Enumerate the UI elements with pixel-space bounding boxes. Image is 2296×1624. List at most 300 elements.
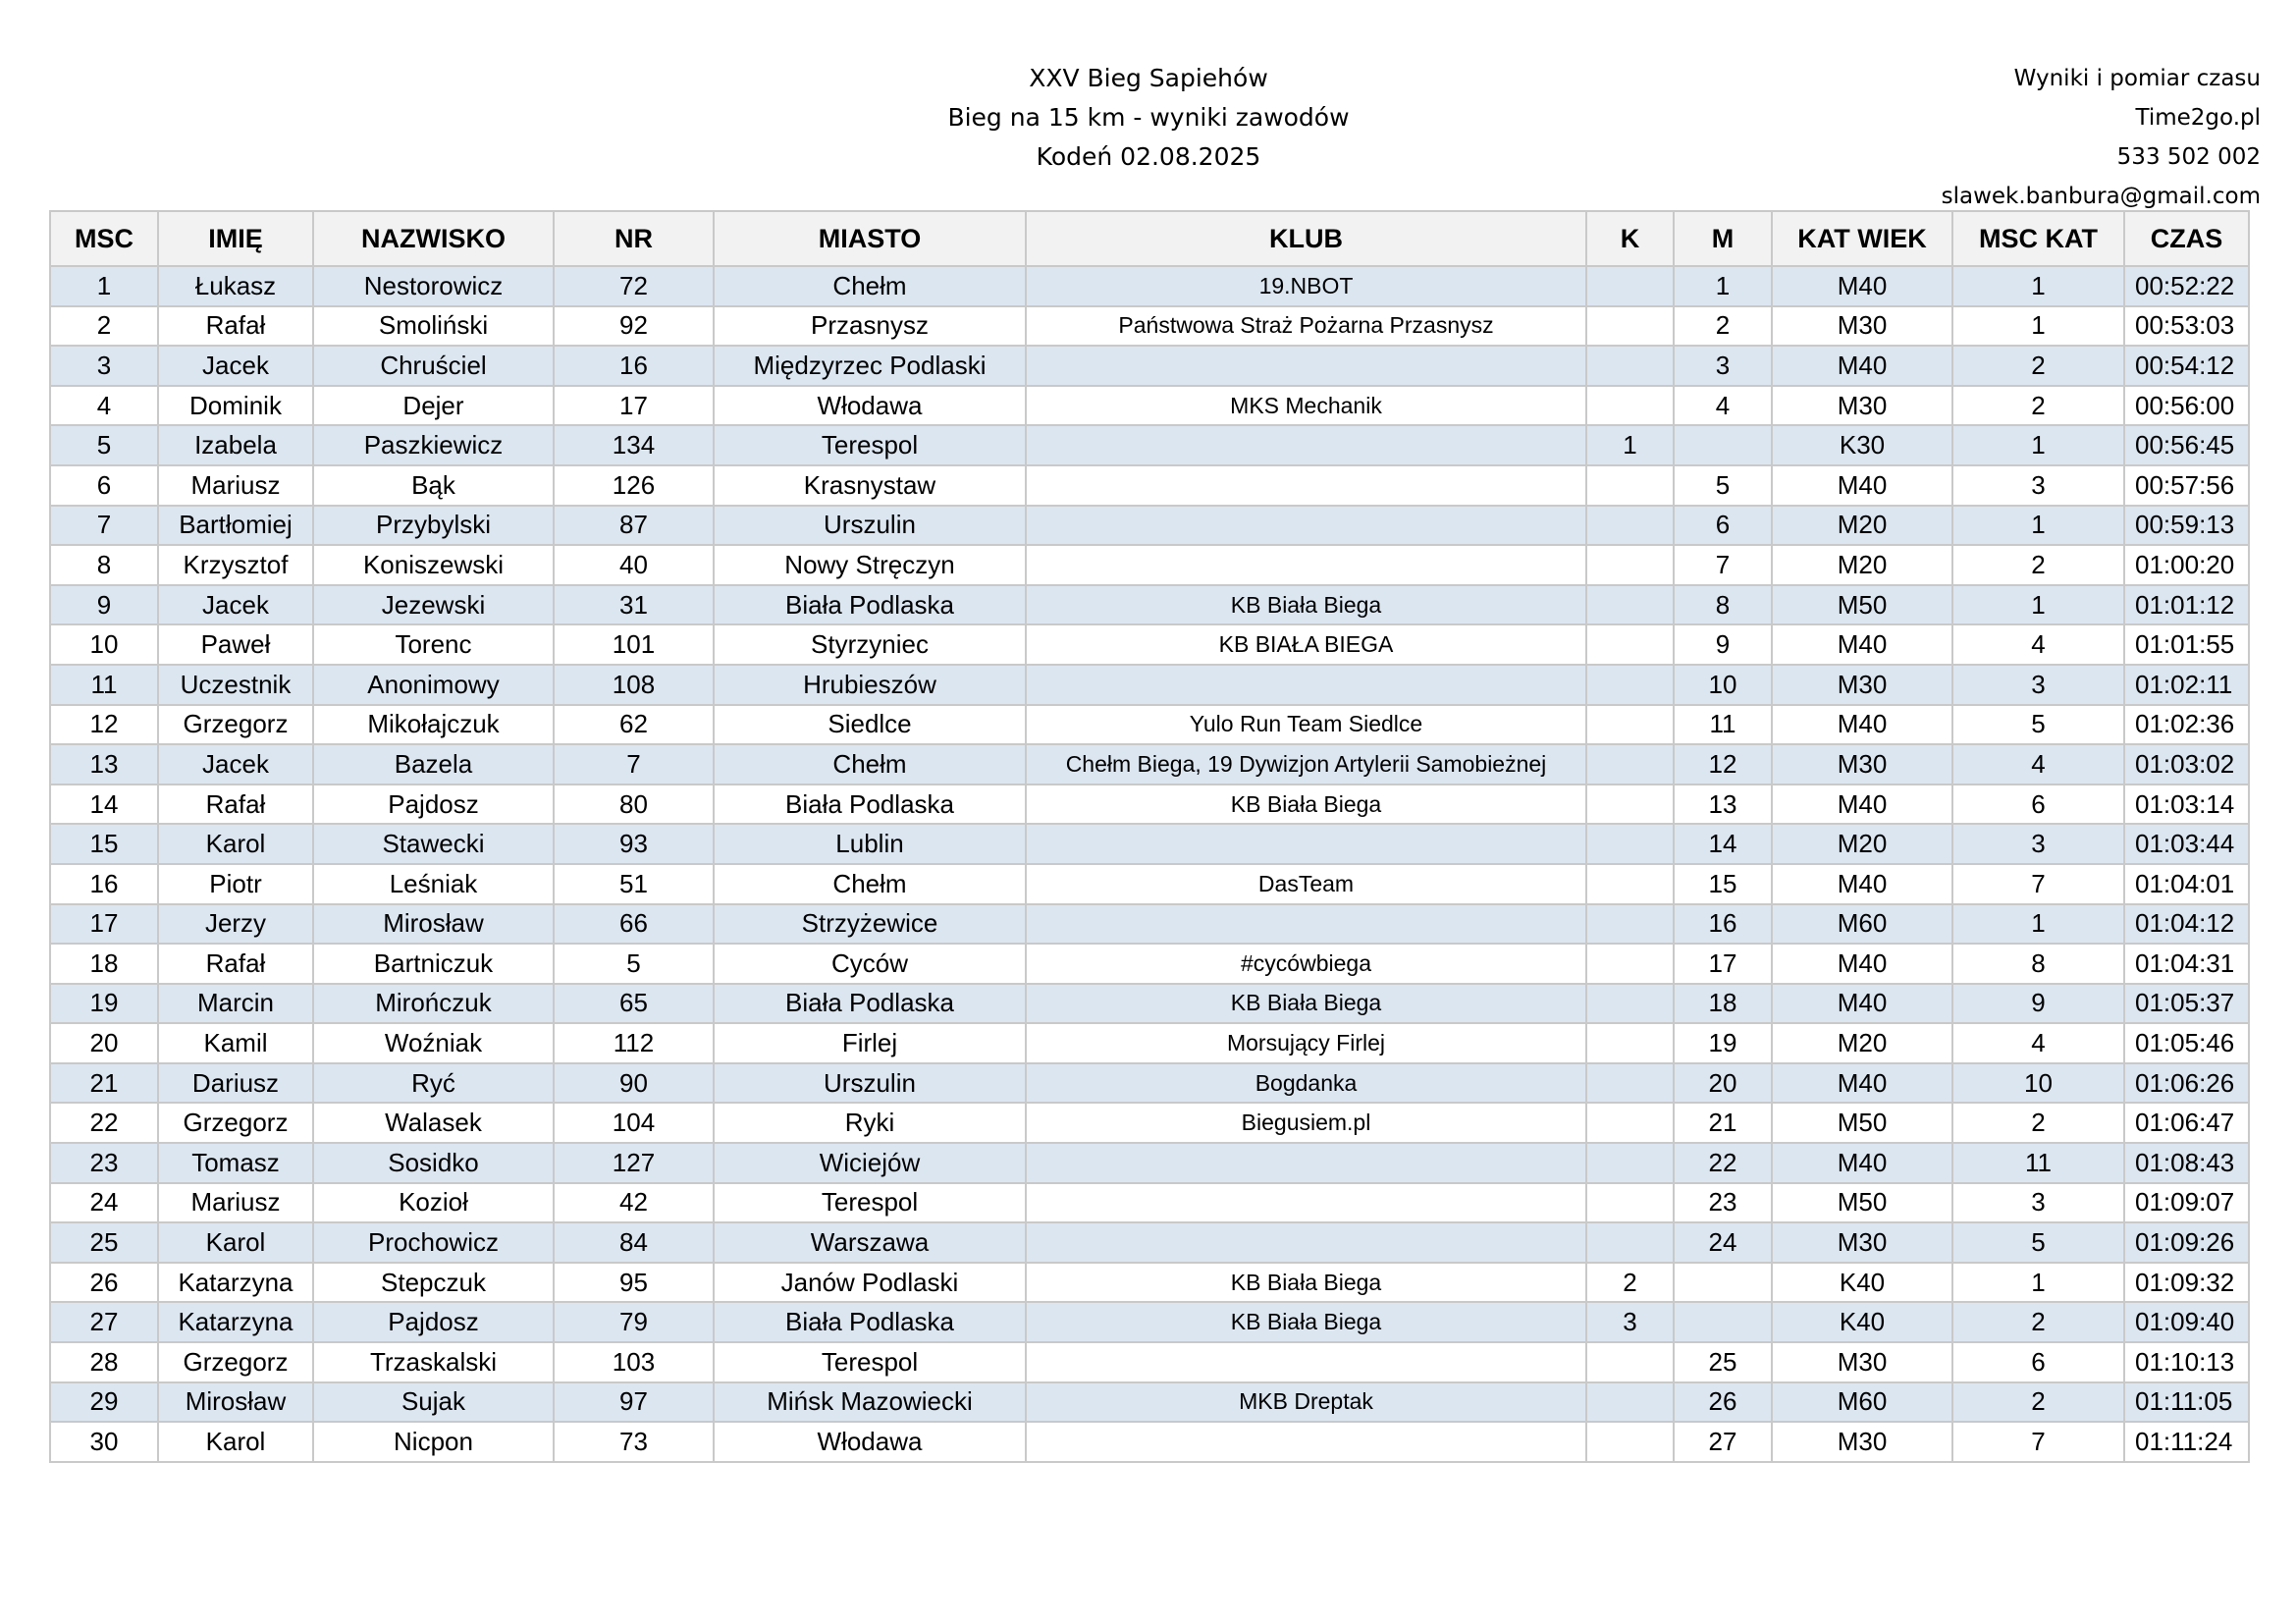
cell-men-place: 10 xyxy=(1674,665,1772,705)
cell-bib-number: 62 xyxy=(554,705,714,745)
cell-men-place: 15 xyxy=(1674,864,1772,904)
cell-men-place: 24 xyxy=(1674,1222,1772,1263)
column-header-kat-wiek: KAT WIEK xyxy=(1772,211,1952,266)
column-header-miasto: MIASTO xyxy=(714,211,1026,266)
cell-age-category: M40 xyxy=(1772,705,1952,745)
cell-age-category: M50 xyxy=(1772,1183,1952,1223)
cell-last-name: Smoliński xyxy=(313,306,554,347)
cell-city: Krasnystaw xyxy=(714,465,1026,506)
cell-bib-number: 104 xyxy=(554,1103,714,1143)
cell-women-place xyxy=(1586,944,1674,984)
cell-last-name: Mirosław xyxy=(313,904,554,945)
cell-city: Styrzyniec xyxy=(714,624,1026,665)
cell-category-place: 11 xyxy=(1952,1143,2124,1183)
cell-bib-number: 40 xyxy=(554,545,714,585)
cell-age-category: M50 xyxy=(1772,585,1952,625)
cell-men-place: 17 xyxy=(1674,944,1772,984)
table-row xyxy=(50,864,2249,904)
cell-men-place: 6 xyxy=(1674,506,1772,546)
cell-last-name: Torenc xyxy=(313,624,554,665)
cell-club: #cycówbiega xyxy=(1026,944,1586,984)
cell-place: 15 xyxy=(50,824,158,864)
cell-first-name: Karol xyxy=(158,1422,313,1462)
cell-age-category: M30 xyxy=(1772,306,1952,347)
cell-women-place xyxy=(1586,1183,1674,1223)
cell-women-place: 2 xyxy=(1586,1263,1674,1303)
cell-category-place: 5 xyxy=(1952,1222,2124,1263)
cell-men-place: 11 xyxy=(1674,705,1772,745)
cell-category-place: 2 xyxy=(1952,346,2124,386)
cell-men-place: 13 xyxy=(1674,785,1772,825)
cell-time: 01:04:01 xyxy=(2124,864,2249,904)
cell-club: KB Biała Biega xyxy=(1026,1302,1586,1342)
cell-city: Włodawa xyxy=(714,1422,1026,1462)
cell-men-place: 18 xyxy=(1674,984,1772,1024)
cell-club: MKB Dreptak xyxy=(1026,1382,1586,1423)
cell-age-category: M50 xyxy=(1772,1103,1952,1143)
cell-bib-number: 5 xyxy=(554,944,714,984)
cell-first-name: Jerzy xyxy=(158,904,313,945)
cell-last-name: Stawecki xyxy=(313,824,554,864)
table-row xyxy=(50,1063,2249,1104)
cell-women-place xyxy=(1586,1422,1674,1462)
cell-first-name: Mirosław xyxy=(158,1382,313,1423)
table-row xyxy=(50,506,2249,546)
cell-first-name: Rafał xyxy=(158,306,313,347)
cell-bib-number: 93 xyxy=(554,824,714,864)
cell-category-place: 1 xyxy=(1952,306,2124,347)
cell-bib-number: 66 xyxy=(554,904,714,945)
cell-club: KB Biała Biega xyxy=(1026,785,1586,825)
table-row xyxy=(50,386,2249,426)
cell-women-place xyxy=(1586,585,1674,625)
cell-last-name: Bąk xyxy=(313,465,554,506)
table-row xyxy=(50,425,2249,465)
cell-first-name: Jacek xyxy=(158,744,313,785)
cell-first-name: Rafał xyxy=(158,785,313,825)
cell-category-place: 4 xyxy=(1952,744,2124,785)
cell-bib-number: 42 xyxy=(554,1183,714,1223)
cell-men-place xyxy=(1674,1302,1772,1342)
cell-club xyxy=(1026,904,1586,945)
table-row xyxy=(50,1342,2249,1382)
cell-first-name: Grzegorz xyxy=(158,1103,313,1143)
cell-men-place: 23 xyxy=(1674,1183,1772,1223)
timing-contact-block xyxy=(1942,59,2261,216)
cell-club xyxy=(1026,346,1586,386)
table-row xyxy=(50,984,2249,1024)
cell-last-name: Sujak xyxy=(313,1382,554,1423)
cell-place: 23 xyxy=(50,1143,158,1183)
cell-first-name: Mariusz xyxy=(158,465,313,506)
cell-men-place: 12 xyxy=(1674,744,1772,785)
cell-last-name: Prochowicz xyxy=(313,1222,554,1263)
cell-women-place xyxy=(1586,1382,1674,1423)
cell-time: 00:56:00 xyxy=(2124,386,2249,426)
cell-last-name: Sosidko xyxy=(313,1143,554,1183)
cell-last-name: Anonimowy xyxy=(313,665,554,705)
cell-last-name: Stepczuk xyxy=(313,1263,554,1303)
cell-city: Mińsk Mazowiecki xyxy=(714,1382,1026,1423)
contact-phone: 533 502 002 xyxy=(2116,144,2261,170)
cell-age-category: M20 xyxy=(1772,545,1952,585)
cell-age-category: M30 xyxy=(1772,386,1952,426)
cell-men-place: 19 xyxy=(1674,1023,1772,1063)
cell-time: 01:01:12 xyxy=(2124,585,2249,625)
cell-first-name: Mariusz xyxy=(158,1183,313,1223)
cell-category-place: 6 xyxy=(1952,785,2124,825)
race-location-date: Kodeń 02.08.2025 xyxy=(1036,142,1261,171)
cell-time: 01:02:11 xyxy=(2124,665,2249,705)
cell-club xyxy=(1026,1222,1586,1263)
cell-time: 00:59:13 xyxy=(2124,506,2249,546)
cell-bib-number: 65 xyxy=(554,984,714,1024)
cell-city: Warszawa xyxy=(714,1222,1026,1263)
table-row xyxy=(50,1302,2249,1342)
cell-first-name: Izabela xyxy=(158,425,313,465)
cell-place: 14 xyxy=(50,785,158,825)
cell-city: Nowy Stręczyn xyxy=(714,545,1026,585)
cell-time: 01:09:07 xyxy=(2124,1183,2249,1223)
cell-place: 7 xyxy=(50,506,158,546)
table-row xyxy=(50,346,2249,386)
cell-bib-number: 127 xyxy=(554,1143,714,1183)
cell-last-name: Kozioł xyxy=(313,1183,554,1223)
cell-category-place: 4 xyxy=(1952,624,2124,665)
table-row xyxy=(50,585,2249,625)
cell-age-category: K40 xyxy=(1772,1263,1952,1303)
cell-place: 28 xyxy=(50,1342,158,1382)
cell-club: KB BIAŁA BIEGA xyxy=(1026,624,1586,665)
cell-women-place xyxy=(1586,465,1674,506)
cell-category-place: 3 xyxy=(1952,1183,2124,1223)
cell-club: Bogdanka xyxy=(1026,1063,1586,1104)
column-header-nazwisko: NAZWISKO xyxy=(313,211,554,266)
cell-first-name: Krzysztof xyxy=(158,545,313,585)
cell-time: 00:56:45 xyxy=(2124,425,2249,465)
column-header-imie: IMIĘ xyxy=(158,211,313,266)
cell-category-place: 7 xyxy=(1952,864,2124,904)
table-row xyxy=(50,1183,2249,1223)
cell-place: 5 xyxy=(50,425,158,465)
cell-age-category: M30 xyxy=(1772,1222,1952,1263)
cell-place: 4 xyxy=(50,386,158,426)
column-header-msc: MSC xyxy=(50,211,158,266)
cell-place: 2 xyxy=(50,306,158,347)
cell-place: 17 xyxy=(50,904,158,945)
cell-men-place xyxy=(1674,425,1772,465)
cell-women-place xyxy=(1586,624,1674,665)
cell-last-name: Koniszewski xyxy=(313,545,554,585)
cell-time: 01:03:14 xyxy=(2124,785,2249,825)
cell-last-name: Walasek xyxy=(313,1103,554,1143)
cell-category-place: 1 xyxy=(1952,425,2124,465)
cell-first-name: Piotr xyxy=(158,864,313,904)
cell-age-category: K30 xyxy=(1772,425,1952,465)
cell-last-name: Nestorowicz xyxy=(313,266,554,306)
cell-club xyxy=(1026,506,1586,546)
cell-age-category: M40 xyxy=(1772,1063,1952,1104)
cell-women-place xyxy=(1586,904,1674,945)
cell-city: Biała Podlaska xyxy=(714,1302,1026,1342)
cell-men-place: 22 xyxy=(1674,1143,1772,1183)
cell-age-category: M40 xyxy=(1772,785,1952,825)
cell-city: Hrubieszów xyxy=(714,665,1026,705)
cell-city: Chełm xyxy=(714,266,1026,306)
table-row xyxy=(50,1422,2249,1462)
cell-place: 16 xyxy=(50,864,158,904)
cell-club: Chełm Biega, 19 Dywizjon Artylerii Samobieżnej xyxy=(1026,744,1586,785)
cell-club: MKS Mechanik xyxy=(1026,386,1586,426)
cell-time: 01:04:12 xyxy=(2124,904,2249,945)
column-header-nr: NR xyxy=(554,211,714,266)
cell-club xyxy=(1026,824,1586,864)
table-row xyxy=(50,1143,2249,1183)
cell-place: 8 xyxy=(50,545,158,585)
table-row xyxy=(50,1023,2249,1063)
cell-women-place xyxy=(1586,705,1674,745)
cell-bib-number: 95 xyxy=(554,1263,714,1303)
cell-time: 01:11:05 xyxy=(2124,1382,2249,1423)
table-row xyxy=(50,306,2249,347)
cell-time: 01:03:44 xyxy=(2124,824,2249,864)
cell-time: 00:54:12 xyxy=(2124,346,2249,386)
cell-place: 29 xyxy=(50,1382,158,1423)
cell-club xyxy=(1026,545,1586,585)
cell-city: Siedlce xyxy=(714,705,1026,745)
cell-last-name: Chruściel xyxy=(313,346,554,386)
cell-last-name: Paszkiewicz xyxy=(313,425,554,465)
cell-time: 01:05:46 xyxy=(2124,1023,2249,1063)
table-row xyxy=(50,545,2249,585)
cell-time: 01:06:26 xyxy=(2124,1063,2249,1104)
cell-place: 20 xyxy=(50,1023,158,1063)
cell-category-place: 3 xyxy=(1952,465,2124,506)
cell-first-name: Grzegorz xyxy=(158,705,313,745)
table-row xyxy=(50,266,2249,306)
cell-last-name: Pajdosz xyxy=(313,1302,554,1342)
cell-bib-number: 134 xyxy=(554,425,714,465)
column-header-klub: KLUB xyxy=(1026,211,1586,266)
cell-bib-number: 80 xyxy=(554,785,714,825)
cell-club: DasTeam xyxy=(1026,864,1586,904)
table-row xyxy=(50,1103,2249,1143)
cell-category-place: 7 xyxy=(1952,1422,2124,1462)
cell-women-place xyxy=(1586,306,1674,347)
cell-women-place xyxy=(1586,1143,1674,1183)
contact-website: Time2go.pl xyxy=(2135,105,2261,131)
cell-bib-number: 103 xyxy=(554,1342,714,1382)
cell-men-place: 1 xyxy=(1674,266,1772,306)
cell-bib-number: 97 xyxy=(554,1382,714,1423)
race-subtitle: Bieg na 15 km - wyniki zawodów xyxy=(947,103,1350,132)
cell-city: Janów Podlaski xyxy=(714,1263,1026,1303)
cell-women-place xyxy=(1586,665,1674,705)
cell-time: 01:08:43 xyxy=(2124,1143,2249,1183)
cell-men-place: 27 xyxy=(1674,1422,1772,1462)
cell-first-name: Dominik xyxy=(158,386,313,426)
cell-first-name: Katarzyna xyxy=(158,1302,313,1342)
cell-men-place: 25 xyxy=(1674,1342,1772,1382)
cell-bib-number: 31 xyxy=(554,585,714,625)
cell-bib-number: 73 xyxy=(554,1422,714,1462)
cell-city: Firlej xyxy=(714,1023,1026,1063)
event-title: XXV Bieg Sapiehów xyxy=(1029,64,1268,92)
cell-last-name: Mirończuk xyxy=(313,984,554,1024)
cell-city: Urszulin xyxy=(714,1063,1026,1104)
cell-women-place xyxy=(1586,266,1674,306)
cell-time: 01:04:31 xyxy=(2124,944,2249,984)
cell-category-place: 2 xyxy=(1952,1382,2124,1423)
cell-city: Terespol xyxy=(714,1183,1026,1223)
table-row xyxy=(50,1263,2249,1303)
cell-place: 19 xyxy=(50,984,158,1024)
cell-first-name: Jacek xyxy=(158,346,313,386)
cell-time: 01:05:37 xyxy=(2124,984,2249,1024)
cell-first-name: Katarzyna xyxy=(158,1263,313,1303)
cell-club xyxy=(1026,465,1586,506)
cell-women-place xyxy=(1586,1063,1674,1104)
cell-place: 12 xyxy=(50,705,158,745)
cell-category-place: 5 xyxy=(1952,705,2124,745)
cell-bib-number: 112 xyxy=(554,1023,714,1063)
cell-category-place: 10 xyxy=(1952,1063,2124,1104)
cell-category-place: 1 xyxy=(1952,904,2124,945)
cell-club: Biegusiem.pl xyxy=(1026,1103,1586,1143)
cell-age-category: M40 xyxy=(1772,266,1952,306)
cell-age-category: M20 xyxy=(1772,824,1952,864)
cell-first-name: Karol xyxy=(158,1222,313,1263)
cell-last-name: Ryć xyxy=(313,1063,554,1104)
cell-club: Yulo Run Team Siedlce xyxy=(1026,705,1586,745)
column-header-k: K xyxy=(1586,211,1674,266)
cell-last-name: Przybylski xyxy=(313,506,554,546)
cell-city: Biała Podlaska xyxy=(714,785,1026,825)
cell-bib-number: 51 xyxy=(554,864,714,904)
cell-men-place: 16 xyxy=(1674,904,1772,945)
cell-bib-number: 79 xyxy=(554,1302,714,1342)
cell-time: 01:09:26 xyxy=(2124,1222,2249,1263)
cell-age-category: M40 xyxy=(1772,465,1952,506)
cell-bib-number: 72 xyxy=(554,266,714,306)
cell-city: Chełm xyxy=(714,864,1026,904)
cell-place: 3 xyxy=(50,346,158,386)
cell-club xyxy=(1026,1342,1586,1382)
cell-place: 9 xyxy=(50,585,158,625)
cell-women-place xyxy=(1586,506,1674,546)
cell-place: 10 xyxy=(50,624,158,665)
table-row xyxy=(50,624,2249,665)
cell-women-place xyxy=(1586,545,1674,585)
cell-last-name: Woźniak xyxy=(313,1023,554,1063)
cell-age-category: M40 xyxy=(1772,624,1952,665)
cell-women-place xyxy=(1586,984,1674,1024)
cell-time: 01:03:02 xyxy=(2124,744,2249,785)
cell-club: KB Biała Biega xyxy=(1026,984,1586,1024)
cell-age-category: M30 xyxy=(1772,744,1952,785)
table-row xyxy=(50,904,2249,945)
cell-men-place: 2 xyxy=(1674,306,1772,347)
table-row xyxy=(50,1382,2249,1423)
cell-age-category: M40 xyxy=(1772,984,1952,1024)
cell-time: 01:09:32 xyxy=(2124,1263,2249,1303)
cell-women-place xyxy=(1586,785,1674,825)
cell-place: 21 xyxy=(50,1063,158,1104)
cell-place: 24 xyxy=(50,1183,158,1223)
table-row xyxy=(50,944,2249,984)
cell-club xyxy=(1026,665,1586,705)
cell-club xyxy=(1026,1183,1586,1223)
cell-club: Państwowa Straż Pożarna Przasnysz xyxy=(1026,306,1586,347)
cell-club xyxy=(1026,1143,1586,1183)
cell-bib-number: 101 xyxy=(554,624,714,665)
table-row xyxy=(50,665,2249,705)
cell-bib-number: 7 xyxy=(554,744,714,785)
cell-time: 01:02:36 xyxy=(2124,705,2249,745)
cell-last-name: Bartniczuk xyxy=(313,944,554,984)
cell-men-place: 26 xyxy=(1674,1382,1772,1423)
cell-bib-number: 16 xyxy=(554,346,714,386)
cell-women-place xyxy=(1586,346,1674,386)
cell-club: KB Biała Biega xyxy=(1026,1263,1586,1303)
cell-first-name: Łukasz xyxy=(158,266,313,306)
cell-place: 30 xyxy=(50,1422,158,1462)
cell-time: 00:53:03 xyxy=(2124,306,2249,347)
cell-category-place: 1 xyxy=(1952,506,2124,546)
cell-bib-number: 126 xyxy=(554,465,714,506)
cell-time: 01:10:13 xyxy=(2124,1342,2249,1382)
cell-club xyxy=(1026,1422,1586,1462)
cell-time: 00:57:56 xyxy=(2124,465,2249,506)
cell-place: 25 xyxy=(50,1222,158,1263)
cell-club: KB Biała Biega xyxy=(1026,585,1586,625)
results-title-block xyxy=(854,59,1443,177)
cell-last-name: Mikołajczuk xyxy=(313,705,554,745)
cell-time: 01:01:55 xyxy=(2124,624,2249,665)
cell-last-name: Jezewski xyxy=(313,585,554,625)
cell-bib-number: 87 xyxy=(554,506,714,546)
table-row xyxy=(50,705,2249,745)
cell-club: 19.NBOT xyxy=(1026,266,1586,306)
cell-club: Morsujący Firlej xyxy=(1026,1023,1586,1063)
cell-last-name: Leśniak xyxy=(313,864,554,904)
cell-age-category: M20 xyxy=(1772,506,1952,546)
cell-women-place xyxy=(1586,1222,1674,1263)
cell-city: Terespol xyxy=(714,425,1026,465)
cell-women-place xyxy=(1586,864,1674,904)
cell-city: Przasnysz xyxy=(714,306,1026,347)
cell-bib-number: 84 xyxy=(554,1222,714,1263)
cell-city: Strzyżewice xyxy=(714,904,1026,945)
table-header-row xyxy=(50,211,2249,266)
cell-women-place xyxy=(1586,386,1674,426)
cell-age-category: K40 xyxy=(1772,1302,1952,1342)
table-row xyxy=(50,824,2249,864)
column-header-m: M xyxy=(1674,211,1772,266)
cell-women-place xyxy=(1586,1023,1674,1063)
cell-category-place: 1 xyxy=(1952,266,2124,306)
cell-last-name: Trzaskalski xyxy=(313,1342,554,1382)
cell-first-name: Tomasz xyxy=(158,1143,313,1183)
cell-bib-number: 108 xyxy=(554,665,714,705)
cell-city: Cyców xyxy=(714,944,1026,984)
cell-first-name: Dariusz xyxy=(158,1063,313,1104)
cell-place: 11 xyxy=(50,665,158,705)
cell-city: Włodawa xyxy=(714,386,1026,426)
cell-category-place: 2 xyxy=(1952,1103,2124,1143)
cell-category-place: 3 xyxy=(1952,665,2124,705)
cell-first-name: Rafał xyxy=(158,944,313,984)
